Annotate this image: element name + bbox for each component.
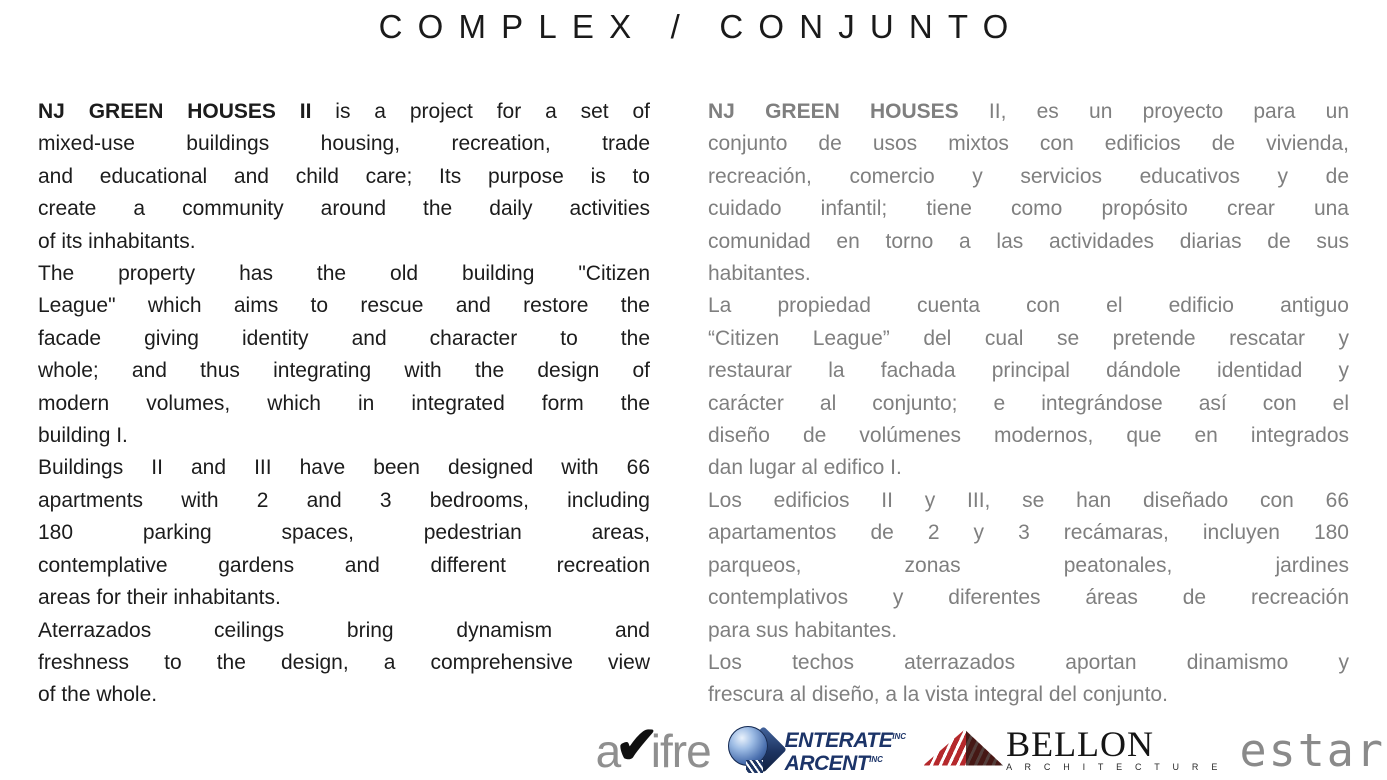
bellon-wordmark xyxy=(1006,723,1223,772)
text-line: restaurar la fachada principal dándole identidad y xyxy=(708,359,1349,383)
text-line: “Citizen League” del cual se pretende rescatar y xyxy=(708,326,1349,350)
text-line: apartamentos de 2 y 3 recámaras, incluyen 180 xyxy=(708,521,1349,545)
roof-icon xyxy=(923,730,1003,766)
paragraph-es-4 xyxy=(708,647,1349,712)
estar-logo: estar xyxy=(1239,723,1385,777)
text-line: The property has the old building "Citizen xyxy=(38,262,650,286)
text-line: comunidad en torno a las actividades diarias de sus xyxy=(708,229,1349,253)
stripes-decoration xyxy=(746,760,763,773)
avifre-logo xyxy=(595,717,711,777)
text-line: building I. xyxy=(38,424,128,448)
globe-diamond-icon xyxy=(728,725,782,775)
text-line: areas for their inhabitants. xyxy=(38,586,281,610)
text-line: of its inhabitants. xyxy=(38,229,196,253)
logo-strip xyxy=(595,717,1385,777)
text-line: conjunto de usos mixtos con edificios de vivienda, xyxy=(708,132,1349,156)
text-line: para sus habitantes. xyxy=(708,618,898,642)
paragraph-en-4 xyxy=(38,615,650,712)
paragraph-en-2 xyxy=(38,258,650,452)
text-line: mixed-use buildings housing, recreation, trade xyxy=(38,132,650,156)
enterate-line1: ENTERATE xyxy=(784,729,893,752)
text-line: La propiedad cuenta con el edificio antiguo xyxy=(708,294,1349,318)
text-line: League" which aims to rescue and restore the xyxy=(38,294,650,318)
text-line: contemplative gardens and different recreation xyxy=(38,553,650,577)
inc-suffix: INC xyxy=(892,732,907,741)
text-line: create a community around the daily activities xyxy=(38,197,650,221)
spanish-column xyxy=(708,96,1349,712)
checkmark-icon: ✔ xyxy=(615,717,658,775)
text-line: contemplativos y diferentes áreas de recreación xyxy=(708,586,1349,610)
text-line: Aterrazados ceilings bring dynamism and xyxy=(38,618,650,642)
text-line: of the whole. xyxy=(38,683,158,707)
paragraph-en-1 xyxy=(38,96,650,258)
content-columns xyxy=(38,96,1349,712)
paragraph-es-2 xyxy=(708,290,1349,484)
text-line: frescura al diseño, a la vista integral del conjunto. xyxy=(708,683,1168,707)
enterate-arcent-logo xyxy=(728,725,906,775)
text-line: NJ GREEN HOUSES II, es un proyecto para un xyxy=(708,100,1349,123)
paragraph-es-3 xyxy=(708,485,1349,647)
text-line: carácter al conjunto; e integrándose así con el xyxy=(708,391,1349,415)
text-line: diseño de volúmenes modernos, que en integrados xyxy=(708,424,1349,448)
paragraph-es-1 xyxy=(708,96,1349,290)
avifre-text-prefix: a xyxy=(595,725,621,777)
inc-suffix: INC xyxy=(869,755,883,764)
text-line: freshness to the design, a comprehensive view xyxy=(38,650,650,674)
text-line: Buildings II and III have been designed with 66 xyxy=(38,456,650,480)
text-line: Los techos aterrazados aportan dinamismo y xyxy=(708,650,1349,674)
text-line: modern volumes, which in integrated form the xyxy=(38,391,650,415)
text-line: apartments with 2 and 3 bedrooms, including xyxy=(38,488,650,512)
bellon-subtitle: A R C H I T E C T U R E xyxy=(1006,761,1223,772)
enterate-wordmark xyxy=(785,727,906,773)
text-line: 180 parking spaces, pedestrian areas, xyxy=(38,521,650,545)
bellon-name: BELLON xyxy=(1006,723,1155,764)
text-line: cuidado infantil; tiene como propósito crear una xyxy=(708,197,1349,221)
text-line: and educational and child care; Its purpose is to xyxy=(38,164,650,188)
text-line: parqueos, zonas peatonales, jardines xyxy=(708,553,1349,577)
english-column xyxy=(38,96,650,712)
page-title: COMPLEX / CONJUNTO xyxy=(378,8,1024,45)
text-line: dan lugar al edifico I. xyxy=(708,456,902,480)
avifre-text-suffix: ifre xyxy=(650,725,711,777)
text-line: recreación, comercio y servicios educativos y de xyxy=(708,164,1349,188)
enterate-line2: ARCENT xyxy=(784,752,870,775)
text-line: Los edificios II y III, se han diseñado con 66 xyxy=(708,488,1349,512)
paragraph-en-3 xyxy=(38,452,650,614)
text-line: whole; and thus integrating with the design of xyxy=(38,359,650,383)
bellon-logo xyxy=(923,723,1223,772)
text-line: NJ GREEN HOUSES II is a project for a set of xyxy=(38,100,650,123)
text-line: facade giving identity and character to the xyxy=(38,326,650,350)
text-line: habitantes. xyxy=(708,262,811,286)
